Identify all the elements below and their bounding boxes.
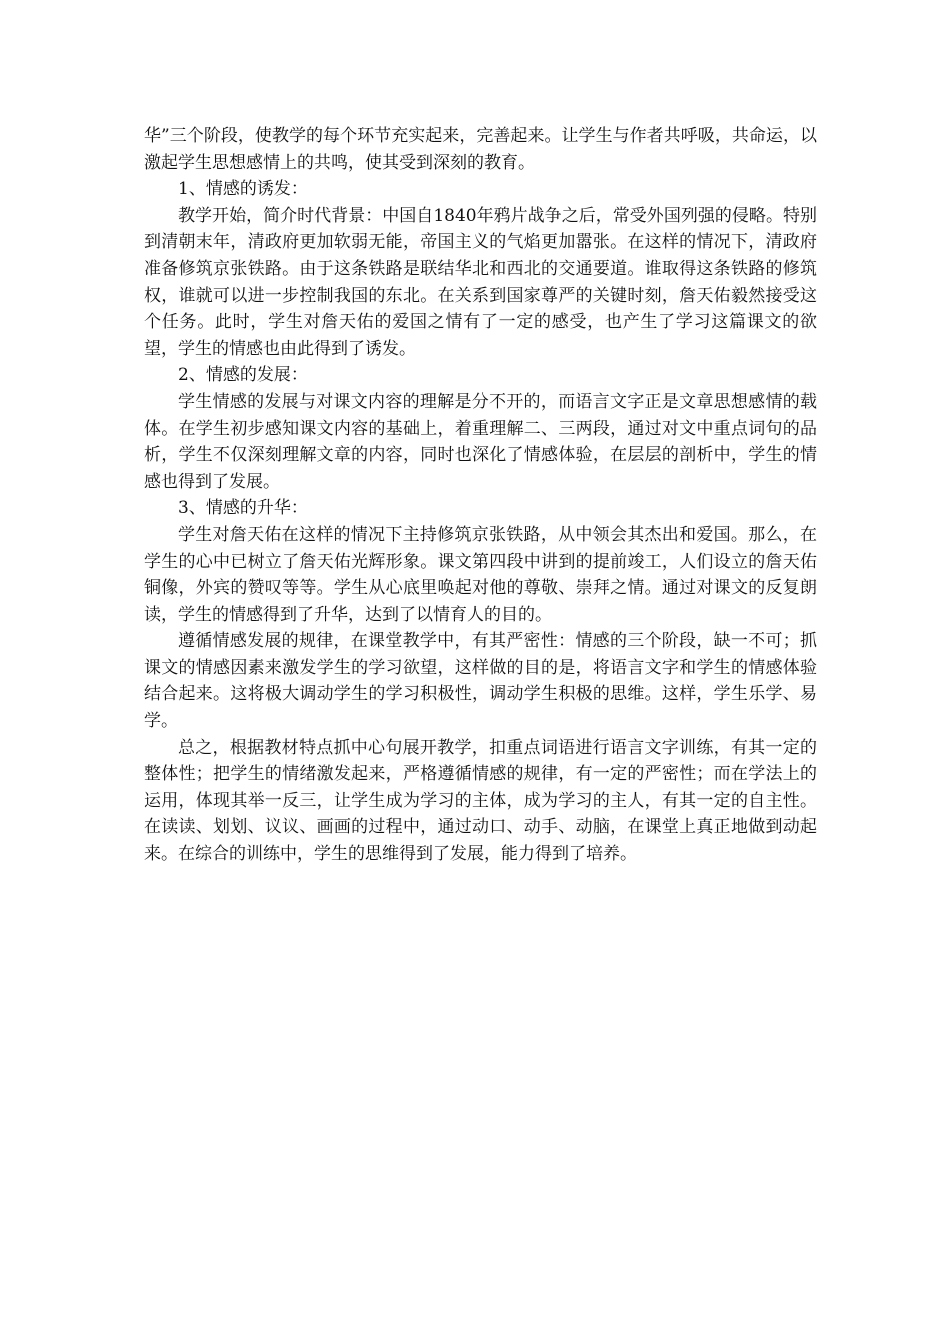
paragraph-rules: 遵循情感发展的规律，在课堂教学中，有其严密性：情感的三个阶段，缺一不可；抓课文的情感因素来激发学生的学习欲望，这样做的目的是，将语言文字和学生的情感体验结合起来。这将极大调动学生的学习积极性，调动学生积极的思维。这样，学生乐学、易学。 bbox=[144, 631, 817, 732]
paragraph-arousal: 教学开始，简介时代背景：中国自1840年鸦片战争之后，常受外国列强的侵略。特别到清朝末年，清政府更加软弱无能，帝国主义的气焰更加嚣张。在这样的情况下，清政府准备修筑京张铁路。由于这条铁路是联结华北和西北的交通要道。谁取得这条铁路的修筑权，谁就可以进一步控制我国的东北。在关系到国家尊严的关键时刻，詹天佑毅然接受这个任务。此时，学生对詹天佑的爱国之情有了一定的感受，也产生了学习这篇课文的欲望，学生的情感也由此得到了诱发。 bbox=[144, 205, 817, 359]
document-body bbox=[144, 123, 817, 868]
section-heading-sublimation: 3、情感的升华： bbox=[178, 498, 308, 519]
paragraph-development: 学生情感的发展与对课文内容的理解是分不开的，而语言文字正是文章思想感情的载体。在学生初步感知课文内容的基础上，着重理解二、三两段，通过对文中重点词句的品析，学生不仅深刻理解文章的内容，同时也深化了情感体验，在层层的剖析中，学生的情感也得到了发展。 bbox=[144, 391, 817, 492]
section-heading-development: 2、情感的发展： bbox=[178, 365, 308, 386]
paragraph-continuation: 华”三个阶段，使教学的每个环节充实起来，完善起来。让学生与作者共呼吸，共命运，以激起学生思想感情上的共鸣，使其受到深刻的教育。 bbox=[144, 126, 817, 173]
section-heading-arousal: 1、情感的诱发： bbox=[178, 179, 308, 200]
paragraph-sublimation: 学生对詹天佑在这样的情况下主持修筑京张铁路，从中领会其杰出和爱国。那么，在学生的心中已树立了詹天佑光辉形象。课文第四段中讲到的提前竣工，人们设立的詹天佑铜像，外宾的赞叹等等。学生从心底里唤起对他的尊敬、崇拜之情。通过对课文的反复朗读，学生的情感得到了升华，达到了以情育人的目的。 bbox=[144, 524, 817, 625]
paragraph-summary: 总之，根据教材特点抓中心句展开教学，扣重点词语进行语言文字训练，有其一定的整体性；把学生的情绪激发起来，严格遵循情感的规律，有一定的严密性；而在学法上的运用，体现其举一反三，让学生成为学习的主体，成为学习的主人，有其一定的自主性。在读读、划划、议议、画画的过程中，通过动口、动手、动脑，在课堂上真正地做到动起来。在综合的训练中，学生的思维得到了发展，能力得到了培养。 bbox=[144, 737, 817, 865]
